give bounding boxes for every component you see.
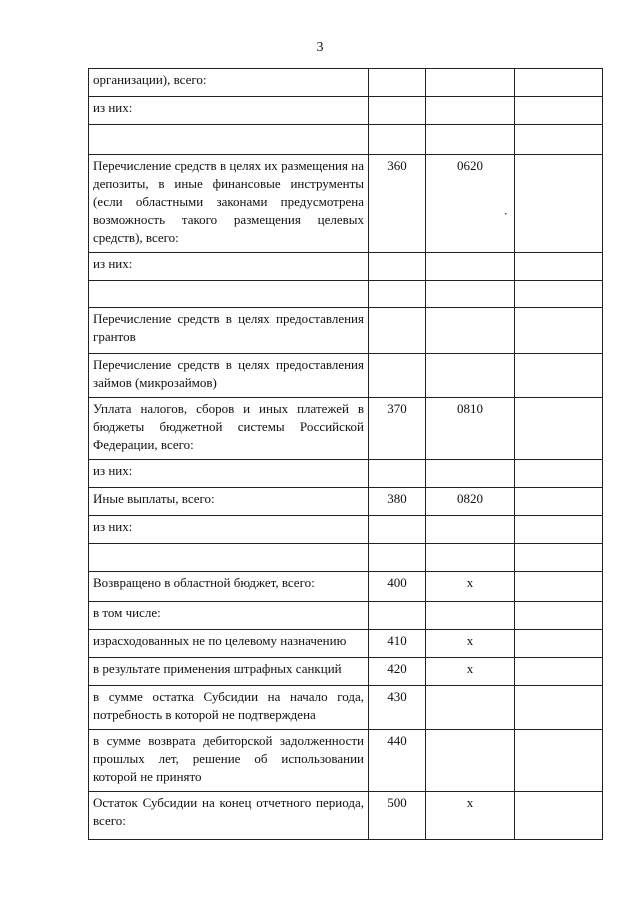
row-kbk: [426, 730, 515, 792]
row-value: [515, 658, 603, 686]
row-description: Остаток Субсидии на конец отчетного периода, всего:: [89, 792, 369, 840]
table-row: [89, 155, 603, 253]
row-description: израсходованных не по целевому назначению: [89, 630, 369, 658]
row-code: [369, 253, 426, 281]
row-value: [515, 602, 603, 630]
row-kbk-value: 0620: [457, 158, 483, 173]
row-kbk: x: [426, 658, 515, 686]
report-table: [88, 68, 603, 840]
row-description: [89, 281, 369, 308]
row-description: из них:: [89, 97, 369, 125]
table-row: [89, 281, 603, 308]
row-kbk: [426, 97, 515, 125]
row-code: 420: [369, 658, 426, 686]
table-row: [89, 69, 603, 97]
row-value: [515, 516, 603, 544]
row-kbk: 0810: [426, 398, 515, 460]
table-row: [89, 602, 603, 630]
row-value: [515, 253, 603, 281]
row-kbk: [426, 281, 515, 308]
row-kbk: [426, 516, 515, 544]
page-number: 3: [316, 40, 324, 55]
row-description: Уплата налогов, сборов и иных платежей в бюджеты бюджетной системы Российской Федерации, всего:: [89, 398, 369, 460]
table-row: [89, 253, 603, 281]
row-code: [369, 602, 426, 630]
table-row: [89, 460, 603, 488]
row-code: [369, 97, 426, 125]
row-description: Возвращено в областной бюджет, всего:: [89, 572, 369, 602]
row-value: [515, 125, 603, 155]
row-value: [515, 730, 603, 792]
row-kbk: [426, 686, 515, 730]
row-kbk: x: [426, 792, 515, 840]
mark-dot-icon: ·: [503, 206, 508, 221]
row-description: в сумме возврата дебиторской задолженности прошлых лет, решение об использовании которой не принято: [89, 730, 369, 792]
row-description: организации), всего:: [89, 69, 369, 97]
row-description: Перечисление средств в целях их размещения на депозиты, в иные финансовые инструменты (если областными законами предусмотрена возможность такого размещения целевых средств), всего:: [89, 155, 369, 253]
row-kbk: [426, 253, 515, 281]
row-code: [369, 281, 426, 308]
row-code: 430: [369, 686, 426, 730]
row-code: 440: [369, 730, 426, 792]
row-value: [515, 97, 603, 125]
row-value: [515, 398, 603, 460]
row-description: в том числе:: [89, 602, 369, 630]
row-description: из них:: [89, 516, 369, 544]
table-row: [89, 730, 603, 792]
table-row: [89, 97, 603, 125]
row-code: [369, 544, 426, 572]
row-kbk: x: [426, 572, 515, 602]
row-value: [515, 488, 603, 516]
table-row: [89, 630, 603, 658]
row-value: [515, 281, 603, 308]
row-kbk: [426, 602, 515, 630]
row-description: из них:: [89, 253, 369, 281]
table-row: [89, 354, 603, 398]
row-kbk: [426, 125, 515, 155]
row-description: в результате применения штрафных санкций: [89, 658, 369, 686]
table-row: [89, 658, 603, 686]
row-description: Перечисление средств в целях предоставления займов (микрозаймов): [89, 354, 369, 398]
row-code: 500: [369, 792, 426, 840]
row-code: 380: [369, 488, 426, 516]
row-code: 400: [369, 572, 426, 602]
row-kbk: [426, 544, 515, 572]
row-description: [89, 125, 369, 155]
row-value: [515, 155, 603, 253]
table-row: [89, 488, 603, 516]
row-kbk: [426, 460, 515, 488]
row-description: Перечисление средств в целях предоставления грантов: [89, 308, 369, 354]
row-description: Иные выплаты, всего:: [89, 488, 369, 516]
row-code: [369, 69, 426, 97]
row-value: [515, 630, 603, 658]
row-code: 370: [369, 398, 426, 460]
row-value: [515, 69, 603, 97]
table-row: [89, 398, 603, 460]
row-kbk: [426, 308, 515, 354]
row-code: [369, 125, 426, 155]
table-row: [89, 792, 603, 840]
row-value: [515, 572, 603, 602]
table-row: [89, 544, 603, 572]
row-value: [515, 686, 603, 730]
row-value: [515, 308, 603, 354]
row-kbk: 0820: [426, 488, 515, 516]
row-code: [369, 516, 426, 544]
row-value: [515, 792, 603, 840]
row-kbk: [426, 155, 515, 253]
row-kbk: [426, 354, 515, 398]
table-row: [89, 516, 603, 544]
table-row: [89, 686, 603, 730]
row-code: [369, 354, 426, 398]
row-code: [369, 308, 426, 354]
row-description: [89, 544, 369, 572]
table-row: [89, 125, 603, 155]
row-value: [515, 354, 603, 398]
row-code: 360: [369, 155, 426, 253]
table-row: [89, 572, 603, 602]
row-code: [369, 460, 426, 488]
row-description: в сумме остатка Субсидии на начало года, потребность в которой не подтверждена: [89, 686, 369, 730]
table-row: [89, 308, 603, 354]
row-kbk: x: [426, 630, 515, 658]
row-description: из них:: [89, 460, 369, 488]
row-kbk: [426, 69, 515, 97]
row-value: [515, 460, 603, 488]
row-value: [515, 544, 603, 572]
row-code: 410: [369, 630, 426, 658]
